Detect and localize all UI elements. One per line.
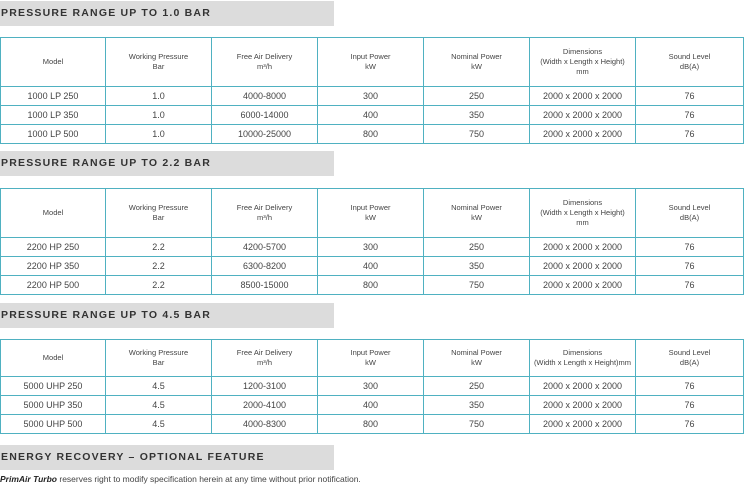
table-row [1, 257, 744, 276]
cell-sound: 76 [636, 377, 744, 396]
header-nominal-power: Nominal Power kW [424, 340, 530, 377]
section-title-3: PRESSURE RANGE UP TO 4.5 BAR [0, 303, 334, 328]
cell-sound: 76 [636, 238, 744, 257]
cell-input-power: 300 [318, 87, 424, 106]
cell-delivery: 2000-4100 [212, 396, 318, 415]
cell-delivery: 10000-25000 [212, 125, 318, 144]
cell-nominal-power: 750 [424, 125, 530, 144]
header-free-air-delivery: Free Air Delivery m³/h [212, 189, 318, 238]
brand-name: PrimAir Turbo [0, 474, 57, 484]
section-title-1: PRESSURE RANGE UP TO 1.0 BAR [0, 1, 334, 26]
table-row [1, 106, 744, 125]
cell-sound: 76 [636, 125, 744, 144]
cell-nominal-power: 750 [424, 415, 530, 434]
cell-model: 1000 LP 350 [1, 106, 106, 125]
header-free-air-delivery: Free Air Delivery m³/h [212, 38, 318, 87]
header-sound-level: Sound Level dB(A) [636, 340, 744, 377]
cell-sound: 76 [636, 396, 744, 415]
cell-model: 5000 UHP 350 [1, 396, 106, 415]
table-header-row [1, 38, 744, 87]
table-row [1, 396, 744, 415]
cell-pressure: 4.5 [106, 396, 212, 415]
cell-nominal-power: 750 [424, 276, 530, 295]
cell-delivery: 4000-8000 [212, 87, 318, 106]
spec-table-3 [0, 339, 744, 434]
header-input-power: Input Power kW [318, 189, 424, 238]
table-row [1, 276, 744, 295]
cell-pressure: 2.2 [106, 257, 212, 276]
cell-nominal-power: 250 [424, 87, 530, 106]
header-model: Model [1, 340, 106, 377]
table-row [1, 238, 744, 257]
cell-pressure: 1.0 [106, 106, 212, 125]
header-model: Model [1, 38, 106, 87]
cell-dimensions: 2000 x 2000 x 2000 [530, 125, 636, 144]
cell-nominal-power: 350 [424, 396, 530, 415]
spec-table-1 [0, 37, 744, 144]
cell-nominal-power: 250 [424, 238, 530, 257]
cell-pressure: 2.2 [106, 238, 212, 257]
table-row [1, 125, 744, 144]
cell-input-power: 800 [318, 276, 424, 295]
cell-sound: 76 [636, 415, 744, 434]
cell-nominal-power: 350 [424, 106, 530, 125]
header-sound-level: Sound Level dB(A) [636, 189, 744, 238]
cell-delivery: 4200-5700 [212, 238, 318, 257]
cell-dimensions: 2000 x 2000 x 2000 [530, 276, 636, 295]
cell-input-power: 300 [318, 238, 424, 257]
header-nominal-power: Nominal Power kW [424, 189, 530, 238]
cell-model: 5000 UHP 500 [1, 415, 106, 434]
cell-model: 2200 HP 250 [1, 238, 106, 257]
cell-dimensions: 2000 x 2000 x 2000 [530, 257, 636, 276]
table-row [1, 377, 744, 396]
cell-pressure: 1.0 [106, 125, 212, 144]
header-input-power: Input Power kW [318, 38, 424, 87]
cell-delivery: 4000-8300 [212, 415, 318, 434]
header-model: Model [1, 189, 106, 238]
cell-input-power: 400 [318, 257, 424, 276]
header-free-air-delivery: Free Air Delivery m³/h [212, 340, 318, 377]
cell-pressure: 2.2 [106, 276, 212, 295]
cell-input-power: 800 [318, 125, 424, 144]
cell-pressure: 4.5 [106, 377, 212, 396]
header-working-pressure: Working Pressure Bar [106, 189, 212, 238]
header-working-pressure: Working Pressure Bar [106, 340, 212, 377]
header-sound-level: Sound Level dB(A) [636, 38, 744, 87]
cell-nominal-power: 250 [424, 377, 530, 396]
cell-model: 2200 HP 500 [1, 276, 106, 295]
header-dimensions: Dimensions (Width x Length x Height) mm [530, 38, 636, 87]
cell-nominal-power: 350 [424, 257, 530, 276]
cell-input-power: 400 [318, 396, 424, 415]
footer-text: reserves right to modify specification herein at any time without prior notification. [57, 474, 361, 484]
cell-delivery: 6000-14000 [212, 106, 318, 125]
cell-sound: 76 [636, 257, 744, 276]
header-dimensions: Dimensions (Width x Length x Height) mm [530, 189, 636, 238]
cell-sound: 76 [636, 87, 744, 106]
cell-sound: 76 [636, 106, 744, 125]
cell-input-power: 400 [318, 106, 424, 125]
header-working-pressure: Working Pressure Bar [106, 38, 212, 87]
table-header-row [1, 189, 744, 238]
cell-delivery: 8500-15000 [212, 276, 318, 295]
cell-model: 1000 LP 500 [1, 125, 106, 144]
cell-dimensions: 2000 x 2000 x 2000 [530, 238, 636, 257]
cell-model: 1000 LP 250 [1, 87, 106, 106]
header-nominal-power: Nominal Power kW [424, 38, 530, 87]
cell-dimensions: 2000 x 2000 x 2000 [530, 106, 636, 125]
table-row [1, 87, 744, 106]
cell-model: 5000 UHP 250 [1, 377, 106, 396]
footer-note [0, 474, 361, 484]
energy-recovery-title: ENERGY RECOVERY – OPTIONAL FEATURE [0, 445, 334, 470]
cell-sound: 76 [636, 276, 744, 295]
cell-dimensions: 2000 x 2000 x 2000 [530, 87, 636, 106]
cell-pressure: 4.5 [106, 415, 212, 434]
cell-dimensions: 2000 x 2000 x 2000 [530, 396, 636, 415]
header-input-power: Input Power kW [318, 340, 424, 377]
table-row [1, 415, 744, 434]
cell-dimensions: 2000 x 2000 x 2000 [530, 377, 636, 396]
cell-delivery: 1200-3100 [212, 377, 318, 396]
header-dimensions: Dimensions (Width x Length x Height)mm [530, 340, 636, 377]
cell-delivery: 6300-8200 [212, 257, 318, 276]
cell-input-power: 800 [318, 415, 424, 434]
cell-dimensions: 2000 x 2000 x 2000 [530, 415, 636, 434]
cell-pressure: 1.0 [106, 87, 212, 106]
section-title-2: PRESSURE RANGE UP TO 2.2 BAR [0, 151, 334, 176]
spec-table-2 [0, 188, 744, 295]
cell-input-power: 300 [318, 377, 424, 396]
table-header-row [1, 340, 744, 377]
cell-model: 2200 HP 350 [1, 257, 106, 276]
